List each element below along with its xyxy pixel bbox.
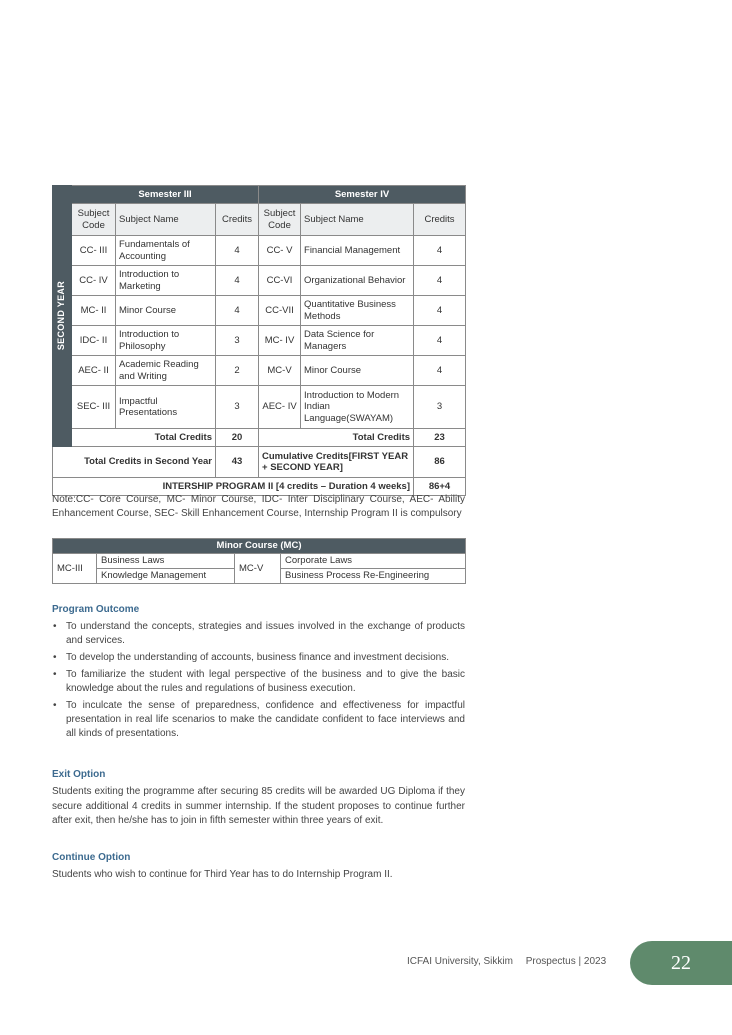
credits: 4: [216, 296, 259, 326]
semester-3-header: Semester III: [72, 186, 259, 204]
list-item: [52, 668, 465, 696]
subject-name: Minor Course: [116, 296, 216, 326]
credits: 4: [414, 296, 466, 326]
col-credits: Credits: [216, 204, 259, 236]
list-item: [52, 651, 465, 665]
table-row: [53, 296, 466, 326]
year-total-row: [53, 447, 466, 478]
second-year-total-label: Total Credits in Second Year: [53, 447, 216, 478]
credits: 3: [216, 386, 259, 429]
minor-course-table: [52, 538, 466, 584]
program-outcome-list: [52, 620, 465, 744]
subject-code: MC- IV: [259, 326, 301, 356]
outcome-text: To familiarize the student with legal perspective of the business and to give the basic knowledge about the rules and regulations of business execution.: [66, 669, 465, 694]
minor-code: MC-III: [53, 554, 97, 584]
continue-option-title: Continue Option: [52, 852, 131, 863]
total-credits-label: Total Credits: [72, 429, 216, 447]
table-row: [53, 386, 466, 429]
subject-name: Organizational Behavior: [301, 266, 414, 296]
semester-table: [52, 185, 466, 496]
table-row: [53, 554, 466, 569]
total-credits-label: Total Credits: [259, 429, 414, 447]
minor-subject: Knowledge Management: [97, 569, 235, 584]
total-credits-sem3: 20: [216, 429, 259, 447]
subject-name: Data Science for Managers: [301, 326, 414, 356]
minor-subject: Corporate Laws: [281, 554, 466, 569]
subject-name: Quantitative Business Methods: [301, 296, 414, 326]
total-credits-row: [53, 429, 466, 447]
list-item: [52, 620, 465, 648]
credits: 2: [216, 356, 259, 386]
bullet-icon: •: [53, 669, 57, 680]
credits: 4: [414, 236, 466, 266]
col-credits: Credits: [414, 204, 466, 236]
credits: 3: [216, 326, 259, 356]
subject-name: Financial Management: [301, 236, 414, 266]
year-label: SECOND YEAR: [56, 281, 67, 351]
cumulative-credits-label: Cumulative Credits[FIRST YEAR + SECOND YEAR]: [259, 447, 414, 478]
subject-code: CC- III: [72, 236, 116, 266]
minor-course-title: Minor Course (MC): [53, 539, 466, 554]
exit-option-text: Students exiting the programme after securing 85 credits will be awarded UG Diploma if they secure additional 4 credits in summer internship. If the student proposes to continue further after exit, then he/she has to join in fifth semester within three years of exit.: [52, 786, 465, 826]
subject-code: AEC- II: [72, 356, 116, 386]
outcome-text: To inculcate the sense of preparedness, confidence and effectiveness for impactful presentation in real life scenarios to make the candidate confident to face interviews and all kinds of presentations.: [66, 700, 465, 739]
subject-code: AEC- IV: [259, 386, 301, 429]
subject-code: CC-VII: [259, 296, 301, 326]
table-row: [53, 326, 466, 356]
program-outcome-title: Program Outcome: [52, 604, 140, 615]
minor-subject: Business Process Re-Engineering: [281, 569, 466, 584]
exit-option-title: Exit Option: [52, 769, 106, 780]
col-subject-code: Subject Code: [72, 204, 116, 236]
subject-code: IDC- II: [72, 326, 116, 356]
minor-subject: Business Laws: [97, 554, 235, 569]
subject-name: Academic Reading and Writing: [116, 356, 216, 386]
total-credits-sem4: 23: [414, 429, 466, 447]
table-row: [53, 236, 466, 266]
second-year-total-value: 43: [216, 447, 259, 478]
cumulative-credits-value: 86: [414, 447, 466, 478]
subject-code: SEC- III: [72, 386, 116, 429]
minor-code: MC-V: [235, 554, 281, 584]
credits: 4: [414, 326, 466, 356]
subject-name: Fundamentals of Accounting: [116, 236, 216, 266]
semester-4-header: Semester IV: [259, 186, 466, 204]
subject-name: Introduction to Marketing: [116, 266, 216, 296]
col-subject-code: Subject Code: [259, 204, 301, 236]
subject-code: CC- IV: [72, 266, 116, 296]
bullet-icon: •: [53, 621, 57, 632]
credits: 4: [216, 266, 259, 296]
year-label-cell: [53, 186, 72, 447]
credits: 4: [414, 266, 466, 296]
page-number-badge: [630, 941, 732, 985]
outcome-text: To understand the concepts, strategies and issues involved in the exchange of products and services.: [66, 621, 465, 646]
subject-code: CC-VI: [259, 266, 301, 296]
footer-text: ICFAI University, Sikkim Prospectus | 2023: [407, 956, 607, 967]
abbreviation-note: Note:CC- Core Course, MC- Minor Course, IDC- Inter Disciplinary Course, AEC- Ability Enhancement Course, SEC- Skill Enhancement Course, Internship Program II is compulsory: [52, 494, 465, 519]
subject-code: MC- II: [72, 296, 116, 326]
credits: 4: [414, 356, 466, 386]
table-row: [53, 356, 466, 386]
internship-label: INTERSHIP PROGRAM II [4 credits – Duration 4 weeks]: [53, 478, 414, 496]
col-subject-name: Subject Name: [116, 204, 216, 236]
subject-name: Impactful Presentations: [116, 386, 216, 429]
credits: 4: [216, 236, 259, 266]
continue-option-text: Students who wish to continue for Third Year has to do Internship Program II.: [52, 869, 393, 880]
list-item: [52, 699, 465, 741]
subject-name: Introduction to Philosophy: [116, 326, 216, 356]
subject-name: Minor Course: [301, 356, 414, 386]
col-subject-name: Subject Name: [301, 204, 414, 236]
subject-name: Introduction to Modern Indian Language(SWAYAM): [301, 386, 414, 429]
outcome-text: To develop the understanding of accounts, business finance and investment decisions.: [66, 652, 450, 663]
credits: 3: [414, 386, 466, 429]
bullet-icon: •: [53, 700, 57, 711]
subject-code: MC-V: [259, 356, 301, 386]
page-number: 22: [671, 951, 691, 974]
table-row: [53, 266, 466, 296]
bullet-icon: •: [53, 652, 57, 663]
subject-code: CC- V: [259, 236, 301, 266]
internship-value: 86+4: [414, 478, 466, 496]
